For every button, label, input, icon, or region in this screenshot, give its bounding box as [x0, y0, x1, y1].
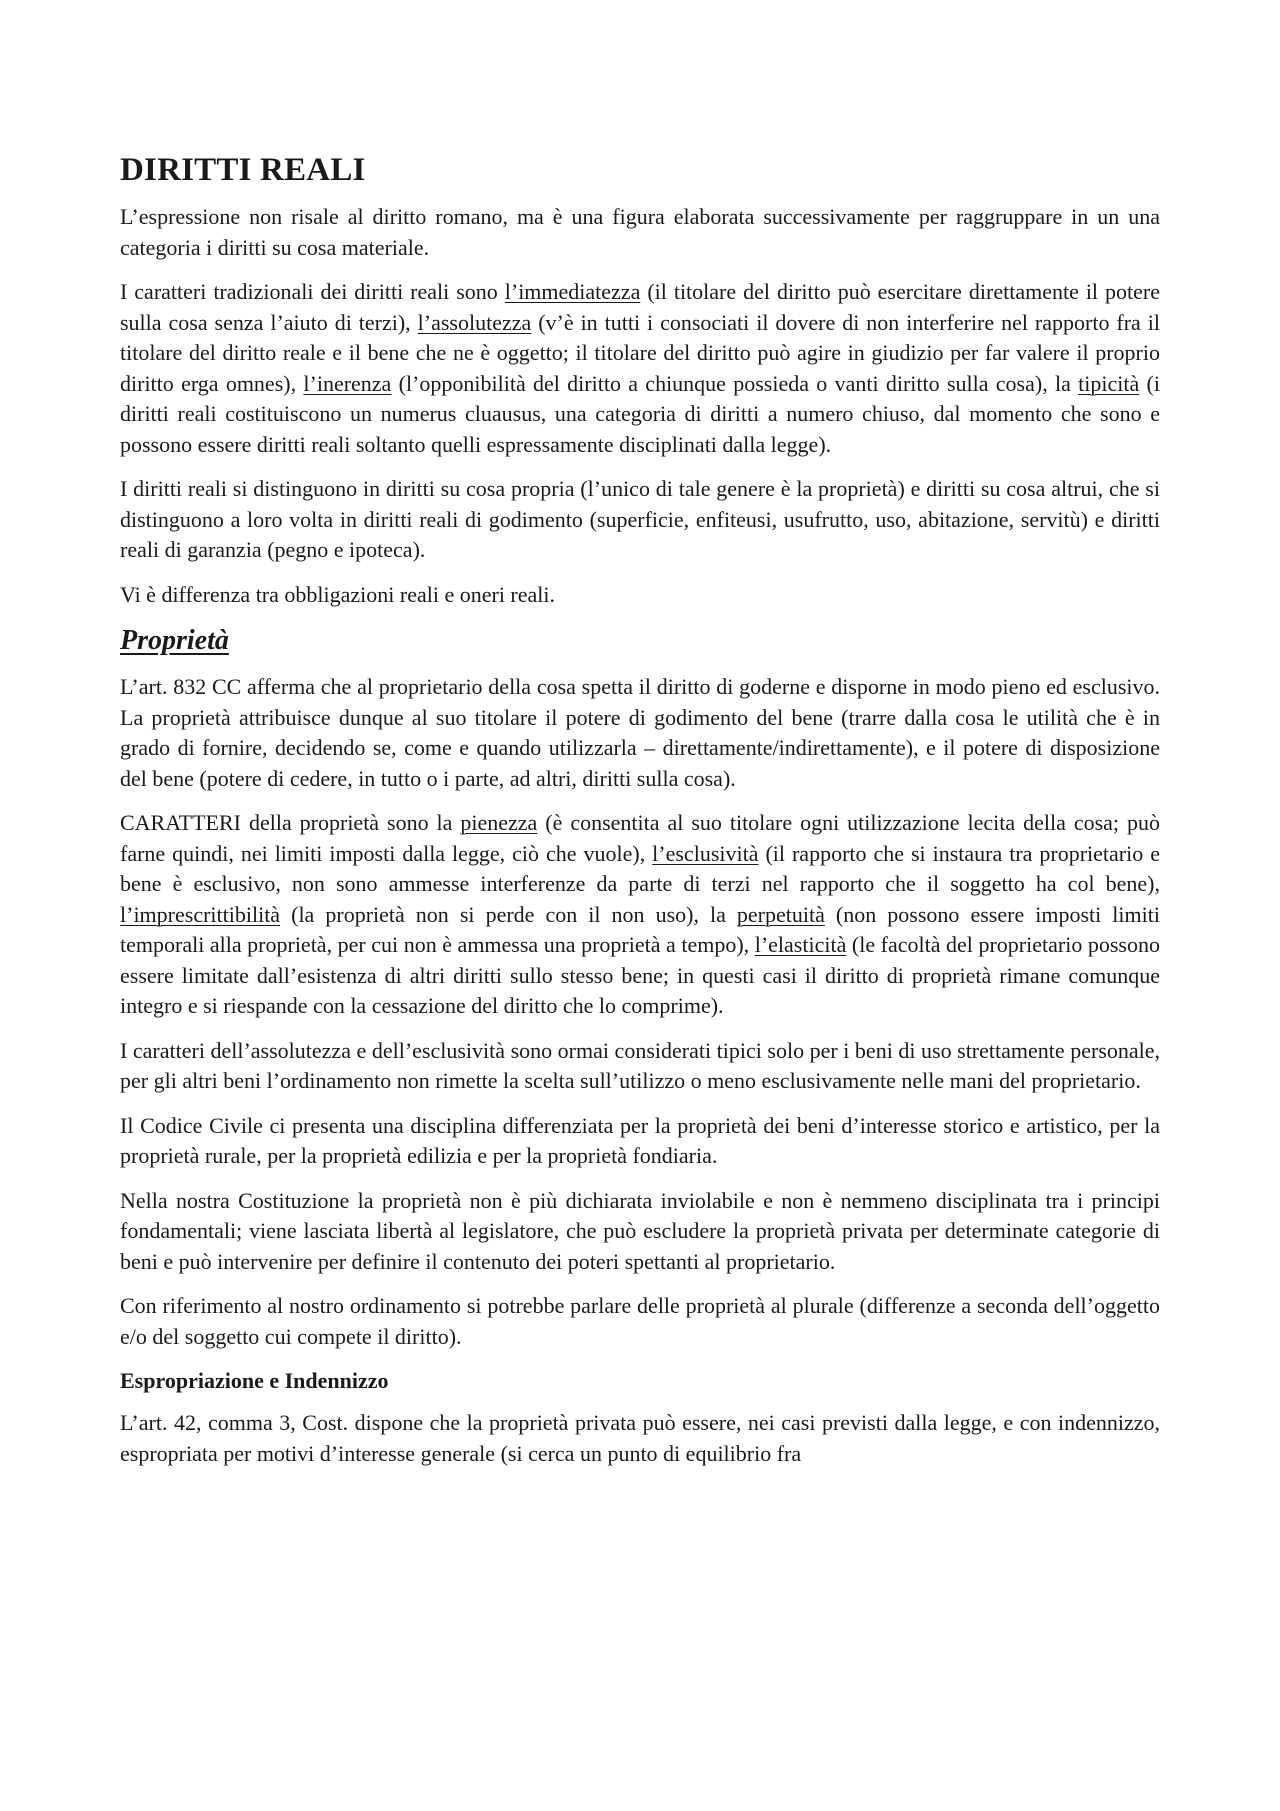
paragraph-obbligazioni: Vi è differenza tra obbligazioni reali e oneri reali. [120, 581, 556, 607]
underlined-term: l’assolutezza [417, 309, 532, 335]
paragraph-costituzione: Nella nostra Costituzione la proprietà non è più dichiarata inviolabile e non è nemmeno disciplinata tra i principi fondamentali; viene lasciata libertà al legislatore, che può escludere la proprietà privata per determinate categorie di beni e può intervenire per definire il contenuto dei poteri spettanti al proprietario. [120, 1187, 1160, 1274]
paragraph-caratteri-diritti-reali [120, 277, 1160, 460]
section-title-proprieta: Proprietà [120, 625, 229, 656]
paragraph-intro: L’espressione non risale al diritto romano, ma è una figura elaborata successivamente per raggruppare in un una categoria i diritti su cosa materiale. [120, 204, 1160, 260]
paragraph-assolutezza: I caratteri dell’assolutezza e dell’esclusività sono ormai considerati tipici solo per i beni di uso strettamente personale, per gli altri beni l’ordinamento non rimette la scelta sull’utilizzo o meno esclusivamente nelle mani del proprietario. [120, 1037, 1160, 1093]
underlined-term: l’imprescrittibilità [120, 901, 281, 927]
underlined-term: tipicità [1078, 370, 1140, 396]
text-span: (il rapporto che si instaura tra proprietario e bene è esclusivo, non sono ammesse interferenze da parte di terzi nel rapporto che il soggetto ha col bene), [120, 840, 1160, 896]
text-span: (v’è in tutti i consociati il dovere di non interferire nel rapporto fra il titolare del diritto reale e il bene che ne è oggetto; il titolare del diritto può agire in giudizio per far valere il proprio diritto erga omnes), [120, 309, 1160, 396]
paragraph-codice-civile: Il Codice Civile ci presenta una disciplina differenziata per la proprietà dei beni d’interesse storico e artistico, per la proprietà rurale, per la proprietà edilizia e per la proprietà fondiaria. [120, 1112, 1160, 1168]
text-span: (l’opponibilità del diritto a chiunque possieda o vanti diritto sulla cosa), la [391, 370, 1079, 396]
text-span: (la proprietà non si perde con il non uso), la [280, 901, 737, 927]
text-span: (i diritti reali costituiscono un numerus cluausus, una categoria di diritti a numero chiuso, dal momento che sono e possono essere diritti reali soltanto quelli espressamente disciplinati dalla legge). [120, 370, 1160, 457]
text-span: I caratteri tradizionali dei diritti reali sono [120, 279, 505, 304]
underlined-term: l’inerenza [303, 370, 392, 396]
paragraph-caratteri-proprieta [120, 808, 1160, 1022]
text-span: (non possono essere imposti limiti temporali alla proprietà, per cui non è ammessa una proprietà a tempo), [120, 901, 1160, 957]
subsection-title-espropriazione: Espropriazione e Indennizzo [120, 1368, 389, 1393]
paragraph-distinzione: I diritti reali si distinguono in diritti su cosa propria (l’unico di tale genere è la proprietà) e diritti su cosa altrui, che si distinguono a loro volta in diritti reali di godimento (superficie, enfiteusi, usufrutto, uso, abitazione, servitù) e diritti reali di garanzia (pegno e ipoteca). [120, 476, 1160, 562]
underlined-term: l’elasticità [754, 932, 847, 957]
paragraph-art-832: L’art. 832 CC afferma che al proprietario della cosa spetta il diritto di goderne e disporne in modo pieno ed esclusivo. La proprietà attribuisce dunque al suo titolare il potere di godimento del bene (trarre dalla cosa le utilità che è in grado di fornire, decidendo se, come e quando utilizzarla – direttamente/indirettamente), e il potere di disposizione del bene (potere di cedere, in tutto o i parte, ad altri, diritti sulla cosa). [120, 674, 1160, 791]
text-span: (le facoltà del proprietario possono essere limitate dall’esistenza di altri diritti sullo stesso bene; in questi casi il diritto di proprietà rimane comunque integro e si riespande con la cessazione del diritto che lo comprime). [120, 932, 1160, 1018]
underlined-term: pienezza [460, 810, 538, 835]
page-title: DIRITTI REALI [120, 152, 366, 188]
underlined-term: l’immediatezza [504, 279, 641, 304]
text-span: CARATTERI della proprietà sono la [120, 810, 461, 835]
underlined-term: l’esclusività [652, 840, 759, 866]
text-span: (il titolare del diritto può esercitare direttamente il potere sulla cosa senza l’aiuto di terzi), [120, 279, 1160, 335]
paragraph-art-42: L’art. 42, comma 3, Cost. dispone che la proprietà privata può essere, nei casi previsti dalla legge, e con indennizzo, espropriata per motivi d’interesse generale (si cerca un punto di equilibrio fra [120, 1410, 1160, 1466]
underlined-term: perpetuità [736, 901, 825, 927]
paragraph-ordinamento: Con riferimento al nostro ordinamento si potrebbe parlare delle proprietà al plurale (differenze a seconda dell’oggetto e/o del soggetto cui compete il diritto). [120, 1293, 1160, 1349]
text-span: (è consentita al suo titolare ogni utilizzazione lecita della cosa; può farne quindi, nei limiti imposti dalla legge, ciò che vuole), [120, 810, 1160, 866]
